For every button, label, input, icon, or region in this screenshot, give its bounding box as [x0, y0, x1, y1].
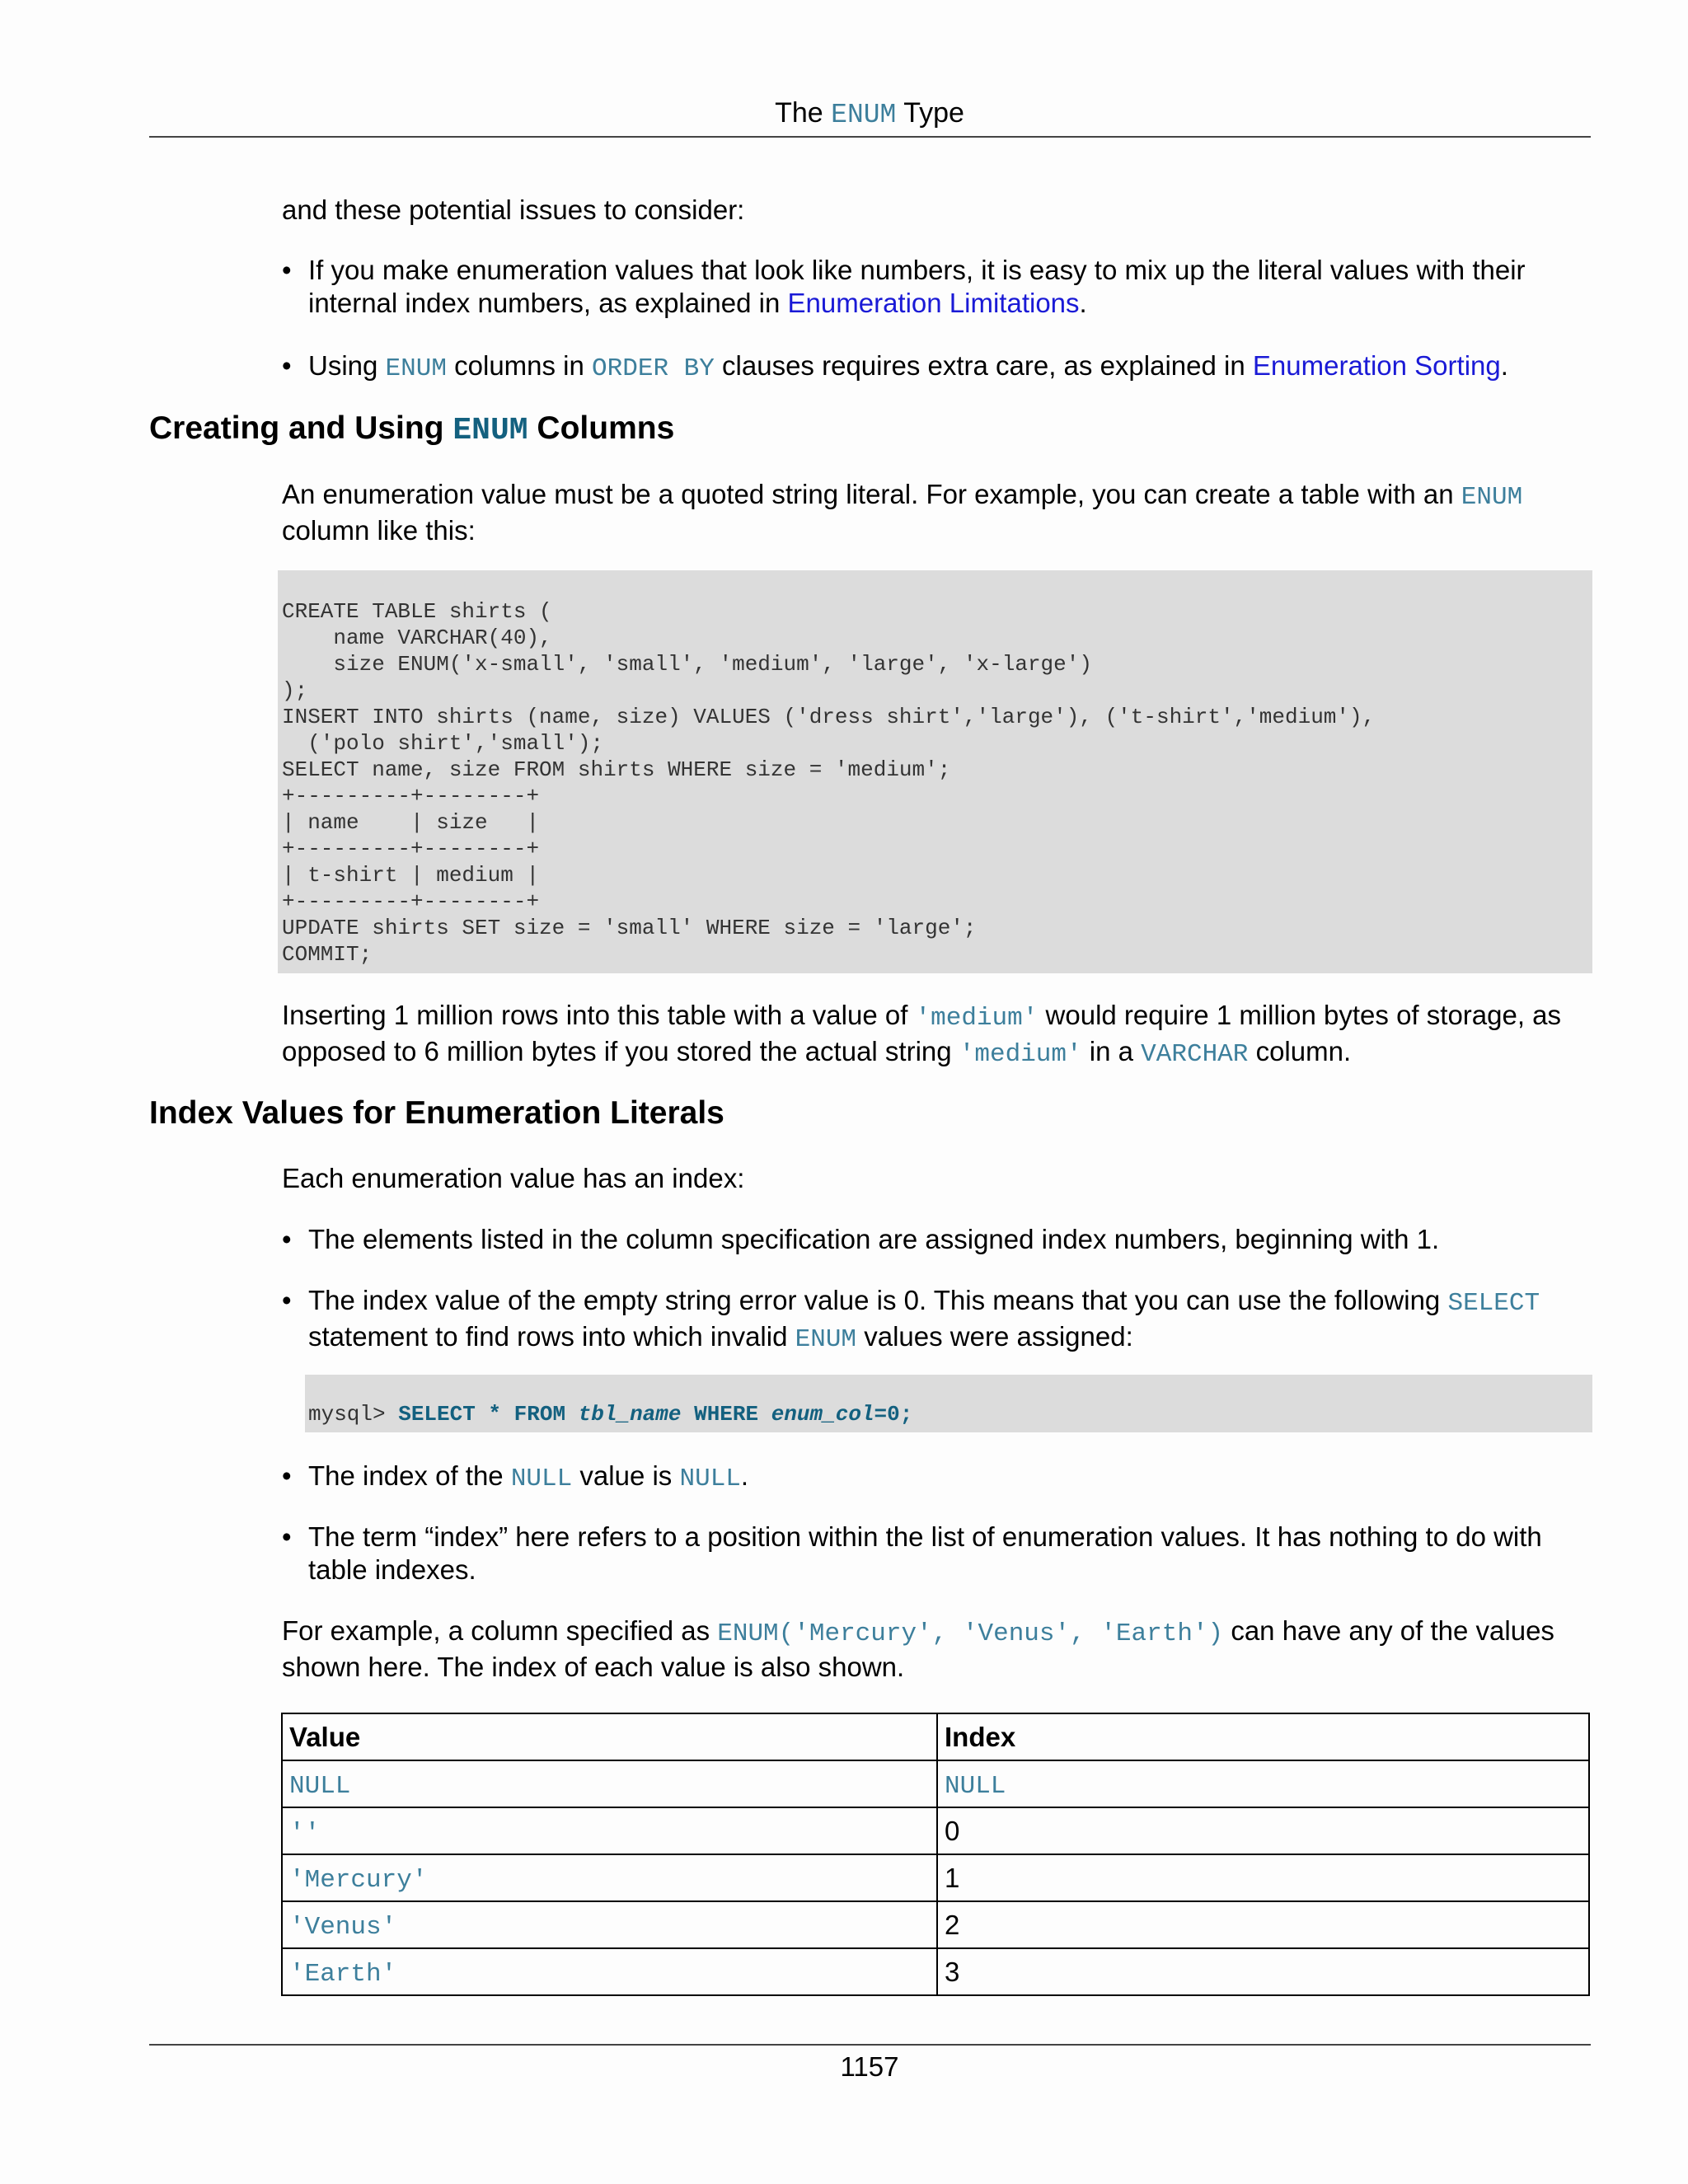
bullet-dot: •	[282, 1224, 292, 1254]
code-block-select-query: mysql> SELECT * FROM tbl_name WHERE enum_col=0;	[305, 1375, 1592, 1432]
table-row	[282, 1948, 1589, 1995]
enum-index-table	[281, 1713, 1590, 1996]
footer-rule	[149, 2044, 1591, 2046]
index-bullet-3: • The index of the NULL value is NULL.	[282, 1460, 749, 1493]
cell-index: NULL	[937, 1760, 1589, 1807]
table-row	[282, 1901, 1589, 1948]
index-bullet-1: • The elements listed in the column specification are assigned index numbers, beginning with 1.	[282, 1224, 1440, 1254]
bullet-dot: •	[282, 255, 292, 285]
issue-bullet-2: • Using ENUM columns in ORDER BY clauses requires extra care, as explained in Enumeration Sorting.	[282, 350, 1508, 383]
table-row	[282, 1760, 1589, 1807]
storage-paragraph: Inserting 1 million rows into this table with a value of 'medium' would require 1 million bytes of storage, as opposed to 6 million bytes if you stored the actual string 'medium' in a VARCHAR column.	[282, 1000, 1562, 1069]
cell-value: ''	[282, 1807, 937, 1854]
table-header-row	[282, 1713, 1589, 1760]
index-bullet-2: • The index value of the empty string error value is 0. This means that you can use the following SELECT statement to find rows into which invalid ENUM values were assigned:	[282, 1285, 1540, 1354]
code-block-create-table: CREATE TABLE shirts ( name VARCHAR(40), size ENUM('x-small', 'small', 'medium', 'large', 'x-large') ); INSERT INTO shirts (name, size) VALUES ('dress shirt','large'), ('t-shirt','medium'), ('polo shirt','small'); SELECT name, size FROM shirts WHERE size = 'medium'; +---------+--------+ | name | size | +---------+--------+ | t-shirt | medium | +---------+--------+ UPDATE shirts SET size = 'small' WHERE size = 'large'; COMMIT;	[278, 570, 1592, 973]
cell-value: 'Earth'	[282, 1948, 937, 1995]
header-code: ENUM	[831, 100, 897, 130]
table-row	[282, 1854, 1589, 1901]
cell-index: 1	[937, 1854, 1589, 1901]
bullet-dot: •	[282, 1460, 292, 1491]
cell-value: NULL	[282, 1760, 937, 1807]
header-rule	[149, 136, 1591, 138]
intro-line: and these potential issues to consider:	[282, 194, 745, 225]
section-heading-creating-enum: Creating and Using ENUM Columns	[149, 410, 675, 448]
link-enumeration-limitations[interactable]: Enumeration Limitations	[787, 288, 1080, 318]
bullet-dot: •	[282, 1285, 292, 1315]
cell-index: 3	[937, 1948, 1589, 1995]
link-enumeration-sorting[interactable]: Enumeration Sorting	[1252, 350, 1501, 381]
header-text: The	[775, 97, 832, 129]
bullet-dot: •	[282, 1521, 292, 1552]
index-bullet-4: • The term “index” here refers to a position within the list of enumeration values. It has nothing to do with table indexes.	[282, 1521, 1542, 1585]
table-row	[282, 1807, 1589, 1854]
cell-index: 0	[937, 1807, 1589, 1854]
section-heading-index-values: Index Values for Enumeration Literals	[149, 1095, 724, 1131]
column-header-index: Index	[937, 1713, 1589, 1760]
page-number: 1157	[840, 2051, 899, 2082]
section1-paragraph: An enumeration value must be a quoted string literal. For example, you can create a table with an ENUM column like this:	[282, 479, 1523, 546]
section2-intro: Each enumeration value has an index:	[282, 1163, 745, 1193]
header-text-end: Type	[896, 97, 964, 129]
example-paragraph: For example, a column specified as ENUM('Mercury', 'Venus', 'Earth') can have any of the values shown here. The index of each value is also shown.	[282, 1615, 1554, 1682]
bullet-dot: •	[282, 350, 292, 381]
cell-index: 2	[937, 1901, 1589, 1948]
cell-value: 'Mercury'	[282, 1854, 937, 1901]
running-header	[0, 96, 1688, 132]
column-header-value: Value	[282, 1713, 937, 1760]
cell-value: 'Venus'	[282, 1901, 937, 1948]
issue-bullet-1: • If you make enumeration values that look like numbers, it is easy to mix up the literal values with their internal index numbers, as explained in Enumeration Limitations.	[282, 255, 1526, 318]
